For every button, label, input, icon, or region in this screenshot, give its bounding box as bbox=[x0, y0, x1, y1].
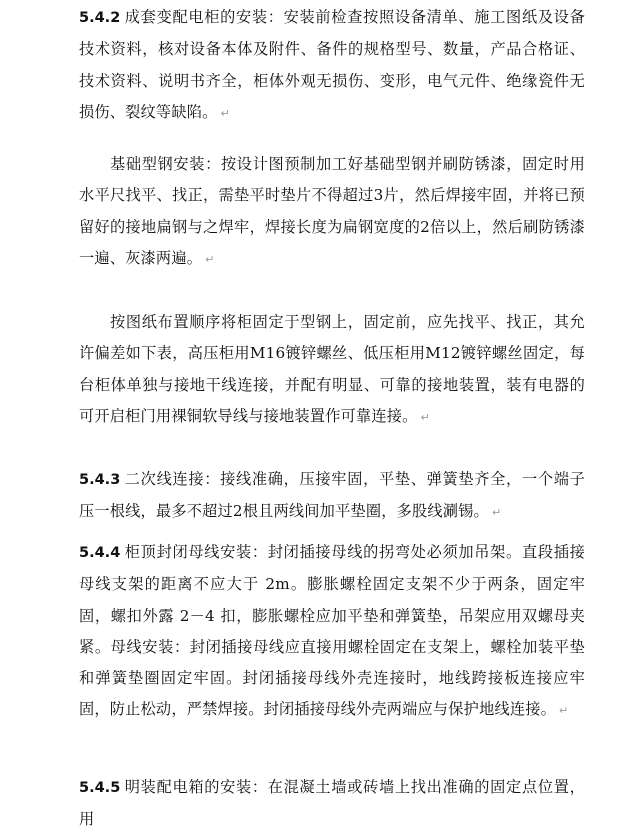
paragraph-mark-icon: ↵ bbox=[220, 106, 230, 120]
section-5-4-4-busbar-installation bbox=[79, 537, 585, 767]
paragraph-mark-icon: ↵ bbox=[205, 252, 215, 266]
section-5-4-2-cabinet-installation bbox=[79, 2, 585, 129]
paragraph-mark-icon: ↵ bbox=[420, 410, 430, 424]
section-5-4-3-secondary-wiring bbox=[79, 464, 585, 529]
section-number: 5.4.3 bbox=[79, 472, 121, 488]
paragraph-mark-icon: ↵ bbox=[559, 704, 569, 718]
paragraph-text: 二次线连接：接线准确，压接牢固，平垫、弹簧垫齐全，一个端子压一根线，最多不超过2根且两线间加平垫圈，多股线涮锡。 bbox=[79, 470, 585, 521]
section-number: 5.4.2 bbox=[79, 10, 121, 26]
paragraph-text: 明装配电箱的安装：在混凝土墙或砖墙上找出准确的固定点位置，用 bbox=[79, 778, 585, 829]
paragraph-mark-icon: ↵ bbox=[491, 506, 502, 520]
paragraph-text: 按图纸布置顺序将柜固定于型钢上，固定前，应先找平、找正，其允许偏差如下表，高压柜用M16镀锌螺丝、低压柜用M12镀锌螺丝固定，每台柜体单独与接地干线连接，并配有明显、可靠的接地装置，装有电器的可开启柜门用裸铜软导线与接地装置作可靠连接。 bbox=[79, 313, 585, 425]
cabinet-fixing-paragraph bbox=[79, 307, 585, 433]
section-number: 5.4.4 bbox=[79, 545, 121, 561]
section-number: 5.4.5 bbox=[79, 780, 121, 796]
paragraph-text: 成套变配电柜的安装：安装前检查按照设备清单、施工图纸及设备技术资料，核对设备本体及附件、备件的规格型号、数量，产品合格证、技术资料、说明书齐全，柜体外观无损伤、变形，电气元件、绝缘瓷件无损伤、裂纹等缺陷。 bbox=[79, 8, 585, 121]
paragraph-text: 柜顶封闭母线安装：封闭插接母线的拐弯处必须加吊架。直段插接母线支架的距离不应大于 2m。膨胀螺栓固定支架不少于两条，固定牢固，螺扣外露 2－4 扣，膨胀螺栓应加平垫和弹簧垫，吊架应用双螺母夹紧。母线安装：封闭插接母线应直接用螺栓固定在支架上，螺栓加装平垫和弹簧垫圈固定牢固。封闭插接母线外壳连接时，地线跨接板连接应牢固，防止松动，严禁焊接。封闭插接母线外壳两端应与保护地线连接。 bbox=[79, 543, 585, 719]
paragraph-text: 基础型钢安装：按设计图预制加工好基础型钢并刷防锈漆，固定时用水平尺找平、找正，需垫平时垫片不得超过3片，然后焊接牢固，并将已预留好的接地扁钢与之焊牢，焊接长度为扁钢宽度的2倍以上，然后刷防锈漆一遍、灰漆两遍。 bbox=[79, 155, 585, 267]
foundation-steel-paragraph bbox=[79, 149, 585, 275]
